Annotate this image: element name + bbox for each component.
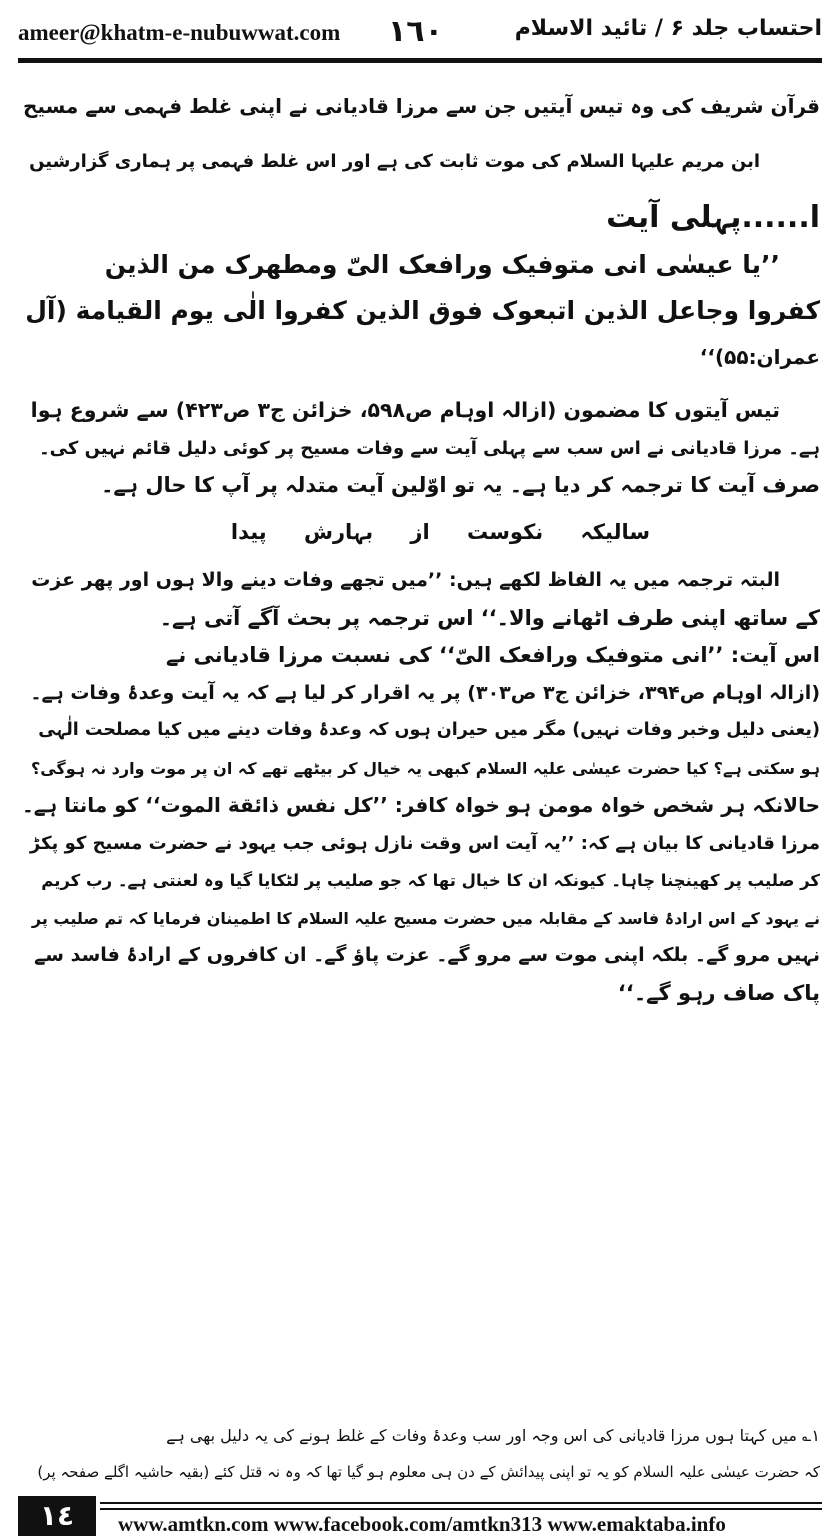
footer-urls-link[interactable]: www.amtkn.com www.facebook.com/amtkn313 www.emaktaba.info <box>118 1512 726 1536</box>
page-header <box>18 8 822 54</box>
body-paragraph-1 <box>20 392 820 505</box>
header-book-title: احتساب جلد ۶ / تائید الاسلام <box>514 16 822 41</box>
body-line: (یعنی دلیل وخبر وفات نہیں) مگر میں حیران ہوں کہ وعدۂ وفات دینے میں کیا مصلحت الٰہی <box>38 720 820 740</box>
chapter-heading <box>20 78 820 246</box>
footer-rule <box>100 1502 822 1504</box>
header-page-number: ١٦٠ <box>388 14 443 49</box>
footnote <box>20 1418 820 1490</box>
header-rule <box>18 58 822 63</box>
heading-line: قرآن شریف کی وہ تیس آیتیں جن سے مرزا قادیانی نے اپنی غلط فہمی سے مسیح <box>22 94 820 118</box>
footer-page-badge: ١٤ <box>18 1496 96 1536</box>
footnote-line: کہ حضرت عیسٰی علیہ السلام کو یہ تو اپنی پیدائش کے دن ہی معلوم ہو گیا تھا کہ وہ نہ قتل کئے (بقیہ حاشیہ اگلے صفحہ پر) <box>37 1463 820 1481</box>
quran-verse <box>20 242 820 380</box>
body-line: حالانکہ ہر شخص خواہ مومن ہو خواہ کافر: ’’کل نفس ذائقة الموت‘‘ کو مانتا ہے۔ <box>22 793 820 817</box>
body-line: صرف آیت کا ترجمہ کر دیا ہے۔ یہ تو اوّلین آیت متدلہ پر آپ کا حال ہے۔ <box>101 473 820 497</box>
body-line: مرزا قادیانی کا بیان ہے کہ: ’’یہ آیت اس وقت نازل ہوئی جب یہود نے حضرت مسیح کو پکڑ <box>29 832 820 854</box>
header-email-link[interactable]: ameer@khatm-e-nubuwwat.com <box>18 20 341 45</box>
poem-verse: سالیکہ نکوست از بہارش پیدا <box>230 520 650 544</box>
footnote-line: ۱؎ میں کہتا ہوں مرزا قادیانی کی اس وجہ اور سب وعدۂ وفات کے غلط ہونے کی یہ دلیل بھی ہے <box>166 1426 820 1445</box>
body-paragraph-2 <box>20 562 820 1012</box>
body-line: نے یہود کے اس ارادۂ فاسد کے مقابلہ میں حضرت مسیح علیہ السلام کا اطمینان فرمایا کہ تم صلیب پر <box>31 908 820 928</box>
body-line: (ازالہ اوہام ص۳۹۴، خزائن ج۳ ص۳۰۳) پر یہ اقرار کر لیا ہے کہ یہ آیت وعدۂ وفات ہے۔ <box>30 681 820 704</box>
heading-line: ابن مریم علیہا السلام کی موت ثابت کی ہے اور اس غلط فہمی پر ہماری گزارشیں <box>29 151 760 172</box>
body-line: ہو سکتی ہے؟ کیا حضرت عیسٰی علیہ السلام کبھی یہ خیال کر بیٹھے تھے کہ ان پر موت وارد نہ ہوگی؟ <box>30 758 820 778</box>
footer-rule <box>100 1508 822 1510</box>
body-line: ہے۔ مرزا قادیانی نے اس سب سے پہلی آیت سے وفات مسیح پر کوئی دلیل قائم نہیں کی۔ <box>39 437 820 459</box>
heading-line: ا......پہلی آیت <box>606 200 820 235</box>
body-line: نہیں مرو گے۔ بلکہ اپنی موت سے مرو گے۔ عزت پاؤ گے۔ ان کافروں کے ارادۂ فاسد سے <box>34 944 820 966</box>
body-line: البتہ ترجمہ میں یہ الفاظ لکھے ہیں: ’’میں تجھے وفات دینے والا ہوں اور پھر عزت <box>31 569 780 591</box>
body-line: پاک صاف رہو گے۔‘‘ <box>617 980 820 1005</box>
verse-line: کفروا وجاعل الذین اتبعوک فوق الذین کفروا الٰی یوم القیامة (آل <box>25 296 820 325</box>
body-line: کے ساتھ اپنی طرف اٹھانے والا۔‘‘ اس ترجمہ پر بحث آگے آتی ہے۔ <box>159 605 820 630</box>
body-line: تیس آیتوں کا مضمون (ازالہ اوہام ص۵۹۸، خزائن ج۳ ص۴۲۳) سے شروع ہوا <box>30 398 780 422</box>
body-line: کر صلیب پر کھینچنا چاہا۔ کیونکہ ان کا خیال تھا کہ جو صلیب پر لٹکایا گیا وہ لعنتی ہے۔ رب کریم <box>41 871 820 890</box>
body-line: اس آیت: ’’انی متوفیک ورافعک الیّ‘‘ کی نسبت مرزا قادیانی نے <box>166 643 820 667</box>
verse-line: عمران:۵۵)‘‘ <box>699 345 820 369</box>
verse-line: ’’یا عیسٰی انی متوفیک ورافعک الیّ ومطھرک من الذین <box>104 250 780 279</box>
